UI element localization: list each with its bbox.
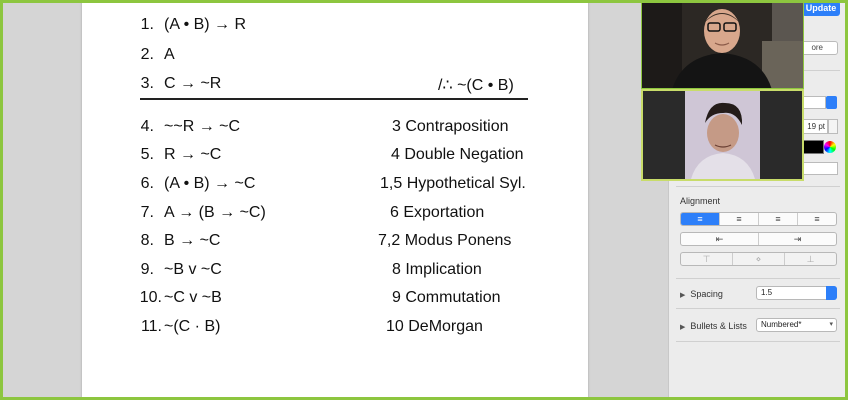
chevron-down-icon: ▾ bbox=[829, 321, 833, 328]
participant-1-video bbox=[642, 1, 804, 89]
font-size-field[interactable]: 19 pt bbox=[800, 119, 828, 134]
select-arrow-icon[interactable] bbox=[826, 96, 837, 109]
line-expression: A → (B → ~C) bbox=[164, 204, 266, 221]
align-bottom-icon[interactable]: ⊥ bbox=[806, 253, 815, 264]
inspector-divider bbox=[676, 341, 840, 342]
line-number: 5. bbox=[140, 146, 154, 163]
premise-divider bbox=[140, 98, 528, 100]
line-justification: 7,2 Modus Ponens bbox=[378, 232, 512, 249]
video-participant-2[interactable] bbox=[641, 89, 804, 181]
align-middle-icon[interactable]: ⋄ bbox=[733, 253, 785, 265]
increase-indent-icon[interactable]: ⇥ bbox=[793, 233, 802, 244]
line-number: 11. bbox=[140, 318, 162, 335]
bullets-label: Bullets & Lists bbox=[690, 321, 747, 331]
line-number: 10. bbox=[139, 289, 162, 306]
select-arrow-icon[interactable] bbox=[826, 286, 837, 300]
spacing-disclosure[interactable] bbox=[680, 289, 723, 299]
line-justification: 10 DeMorgan bbox=[386, 318, 483, 335]
align-center-icon[interactable]: ≡ bbox=[720, 213, 759, 225]
color-wheel-icon[interactable] bbox=[824, 141, 836, 153]
text-options-dropdown[interactable] bbox=[800, 162, 838, 175]
line-number: 7. bbox=[140, 204, 154, 221]
line-expression: ~B v ~C bbox=[164, 261, 222, 278]
document-page[interactable] bbox=[82, 0, 588, 400]
disclosure-triangle-icon: ▶ bbox=[680, 292, 686, 299]
line-number: 2. bbox=[140, 46, 154, 63]
line-expression: R → ~C bbox=[164, 146, 222, 163]
line-number: 3. bbox=[140, 75, 154, 92]
more-button[interactable]: ore bbox=[788, 41, 838, 55]
inspector-divider bbox=[676, 278, 840, 279]
disclosure-triangle-icon: ▶ bbox=[680, 324, 686, 331]
line-expression: ~C v ~B bbox=[164, 289, 222, 306]
line-number: 9. bbox=[140, 261, 154, 278]
bullets-select[interactable] bbox=[756, 318, 837, 332]
line-justification: 9 Commutation bbox=[392, 289, 501, 306]
line-expression: A bbox=[164, 46, 175, 63]
inspector-divider bbox=[676, 308, 840, 309]
line-expression: (A • B) → R bbox=[164, 16, 247, 33]
update-button[interactable]: Update bbox=[802, 1, 840, 16]
align-top-icon[interactable]: ⊤ bbox=[681, 253, 733, 265]
font-size-stepper[interactable] bbox=[828, 119, 838, 134]
conclusion: /∴ ~(C • B) bbox=[438, 77, 514, 94]
video-participant-1[interactable] bbox=[641, 0, 804, 89]
line-expression: ~~R → ~C bbox=[164, 118, 241, 135]
bullets-disclosure[interactable] bbox=[680, 321, 747, 331]
line-justification: 4 Double Negation bbox=[391, 146, 524, 163]
spacing-value: 1.5 bbox=[761, 288, 773, 297]
line-number: 4. bbox=[140, 118, 154, 135]
participant-2-video bbox=[643, 91, 802, 179]
indent-control[interactable] bbox=[680, 232, 837, 246]
line-number: 1. bbox=[140, 16, 154, 33]
spacing-label: Spacing bbox=[690, 289, 723, 299]
align-left-icon[interactable]: ≡ bbox=[681, 213, 720, 225]
line-justification: 8 Implication bbox=[392, 261, 482, 278]
line-justification: 6 Exportation bbox=[390, 204, 485, 221]
line-expression: C → ~R bbox=[164, 75, 222, 92]
line-justification: 3 Contraposition bbox=[392, 118, 509, 135]
line-number: 6. bbox=[140, 175, 154, 192]
line-expression: ~(C · B) bbox=[164, 318, 221, 335]
align-right-icon[interactable]: ≡ bbox=[759, 213, 798, 225]
line-number: 8. bbox=[140, 232, 154, 249]
inspector-divider bbox=[676, 186, 840, 187]
line-expression: (A • B) → ~C bbox=[164, 175, 256, 192]
bullets-value: Numbered* bbox=[761, 320, 802, 329]
vertical-align-control[interactable] bbox=[680, 252, 837, 266]
alignment-segmented-control[interactable] bbox=[680, 212, 837, 226]
decrease-indent-icon[interactable]: ⇤ bbox=[681, 233, 759, 245]
line-expression: B → ~C bbox=[164, 232, 221, 249]
alignment-title: Alignment bbox=[680, 196, 721, 206]
justify-icon[interactable]: ≡ bbox=[814, 214, 820, 224]
line-justification: 1,5 Hypothetical Syl. bbox=[380, 175, 526, 192]
spacing-select[interactable] bbox=[756, 286, 837, 300]
